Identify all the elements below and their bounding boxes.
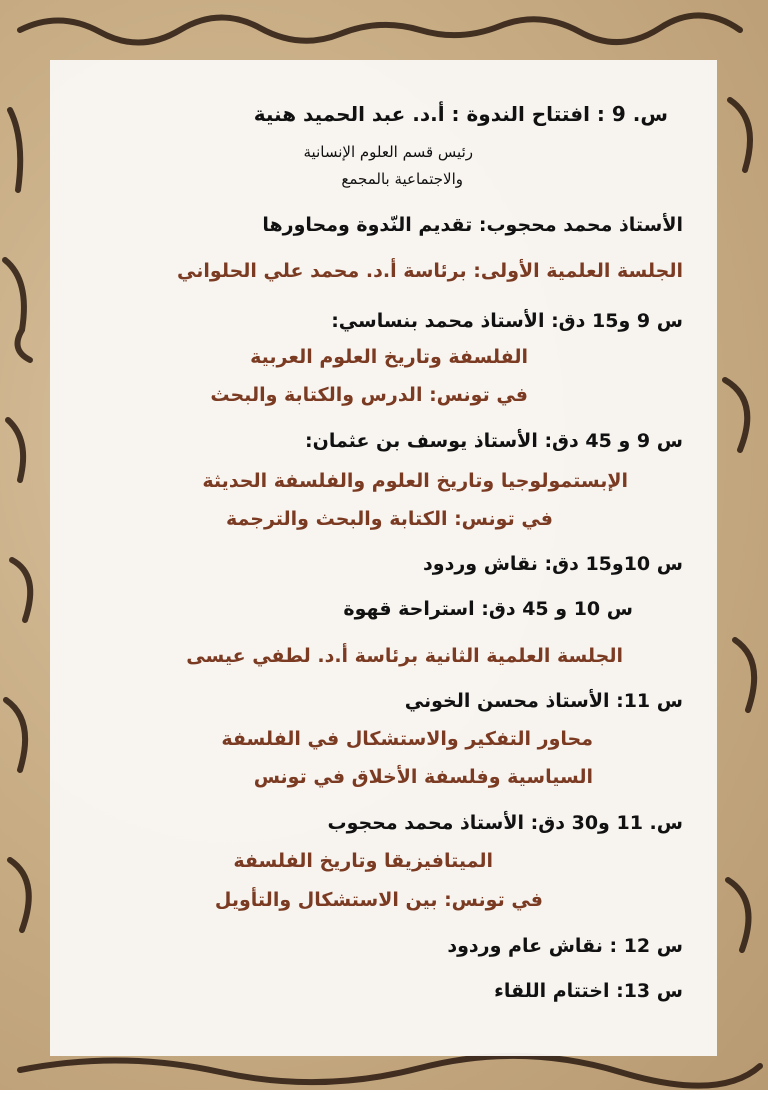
discussion1-line: س 10و15 دق: نقاش وردود — [423, 553, 683, 575]
talk3-time: س 11: الأستاذ محسن الخوني — [404, 690, 683, 712]
talk3-title-line-2: السياسية وفلسفة الأخلاق في تونس — [253, 766, 593, 788]
closing-line: س 13: اختتام اللقاء — [494, 980, 683, 1002]
talk2-time: س 9 و 45 دق: الأستاذ يوسف بن عثمان: — [305, 430, 683, 452]
coffee-break-line: س 10 و 45 دق: استراحة قهوة — [343, 598, 633, 620]
talk4-time: س. 11 و30 دق: الأستاذ محمد محجوب — [327, 812, 683, 834]
talk3-title-line-1: محاور التفكير والاستشكال في الفلسفة — [221, 728, 593, 750]
opening-role-line-1: رئيس قسم العلوم الإنسانية — [303, 143, 473, 161]
intro-line: الأستاذ محمد محجوب: تقديم النّدوة ومحاورها — [262, 214, 683, 236]
session1-heading: الجلسة العلمية الأولى: برئاسة أ.د. محمد علي الحلواني — [177, 260, 683, 282]
talk4-title-line-2: في تونس: بين الاستشكال والتأويل — [214, 889, 543, 911]
opening-line: س. 9 : افتتاح الندوة : أ.د. عبد الحميد هنية — [253, 102, 668, 126]
opening-role-line-2: والاجتماعية بالمجمع — [341, 170, 463, 188]
talk1-title-line-2: في تونس: الدرس والكتابة والبحث — [210, 384, 528, 406]
discussion2-line: س 12 : نقاش عام وردود — [447, 935, 683, 957]
talk2-title-line-1: الإبستمولوجيا وتاريخ العلوم والفلسفة الحديثة — [202, 470, 628, 492]
talk4-title-line-1: الميتافيزيقا وتاريخ الفلسفة — [233, 850, 493, 872]
talk1-time: س 9 و15 دق: الأستاذ محمد بنساسي: — [331, 310, 683, 332]
talk1-title-line-1: الفلسفة وتاريخ العلوم العربية — [250, 346, 528, 368]
session2-heading: الجلسة العلمية الثانية برئاسة أ.د. لطفي عيسى — [186, 645, 623, 667]
talk2-title-line-2: في تونس: الكتابة والبحث والترجمة — [225, 508, 553, 530]
